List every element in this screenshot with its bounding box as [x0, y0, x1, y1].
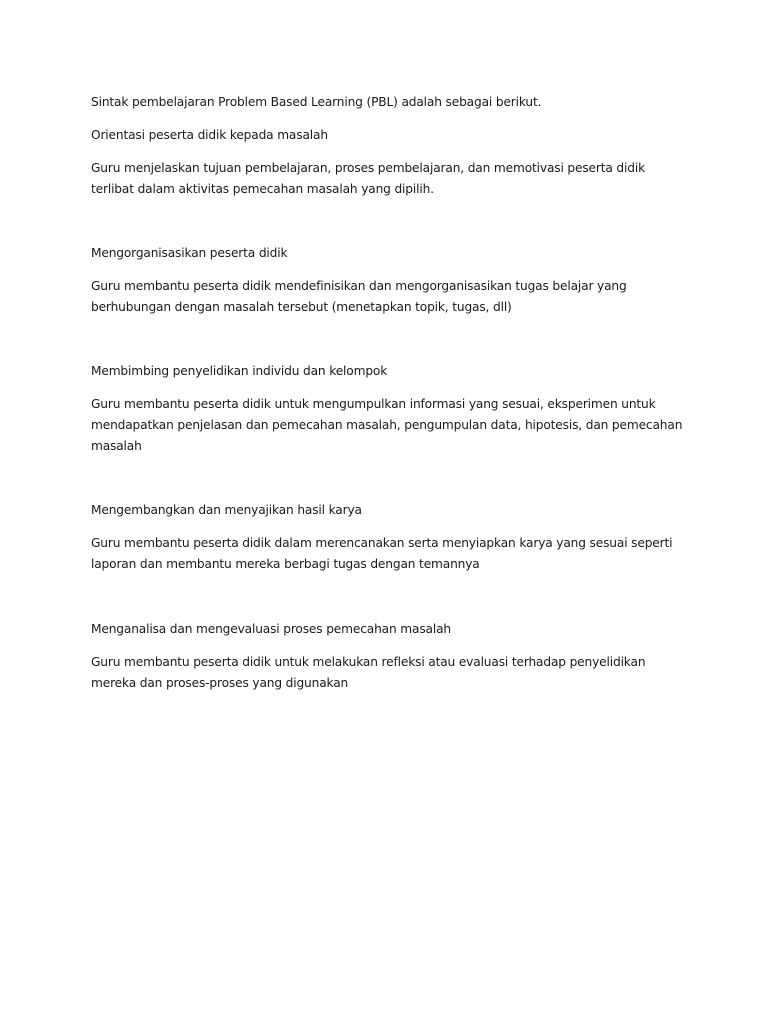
- step-3-body: Guru membantu peserta didik untuk mengumpulkan informasi yang sesuai, eksperimen untuk mendapatkan penjelasan dan pemecahan masalah, pengumpulan data, hipotesis, dan pemecahan masalah: [91, 397, 683, 453]
- step-5-body: Guru membantu peserta didik untuk melakukan refleksi atau evaluasi terhadap penyelidikan mereka dan proses-proses yang digunakan: [91, 655, 646, 690]
- step-4-heading: Mengembangkan dan menyajikan hasil karya: [91, 503, 362, 517]
- intro-paragraph: Sintak pembelajaran Problem Based Learning (PBL) adalah sebagai berikut.: [91, 95, 542, 109]
- step-1-heading: Orientasi peserta didik kepada masalah: [91, 128, 328, 142]
- step-5-heading: Menganalisa dan mengevaluasi proses pemecahan masalah: [91, 622, 451, 636]
- step-2-heading: Mengorganisasikan peserta didik: [91, 246, 288, 260]
- step-2-body: Guru membantu peserta didik mendefinisikan dan mengorganisasikan tugas belajar yang berhubungan dengan masalah tersebut (menetapkan topik, tugas, dll): [91, 279, 627, 314]
- step-3-heading: Membimbing penyelidikan individu dan kelompok: [91, 364, 388, 378]
- step-4-body: Guru membantu peserta didik dalam merencanakan serta menyiapkan karya yang sesuai seperti laporan dan membantu mereka berbagi tugas dengan temannya: [91, 536, 673, 571]
- step-1-body: Guru menjelaskan tujuan pembelajaran, proses pembelajaran, dan memotivasi peserta didik terlibat dalam aktivitas pemecahan masalah yang dipilih.: [91, 161, 645, 196]
